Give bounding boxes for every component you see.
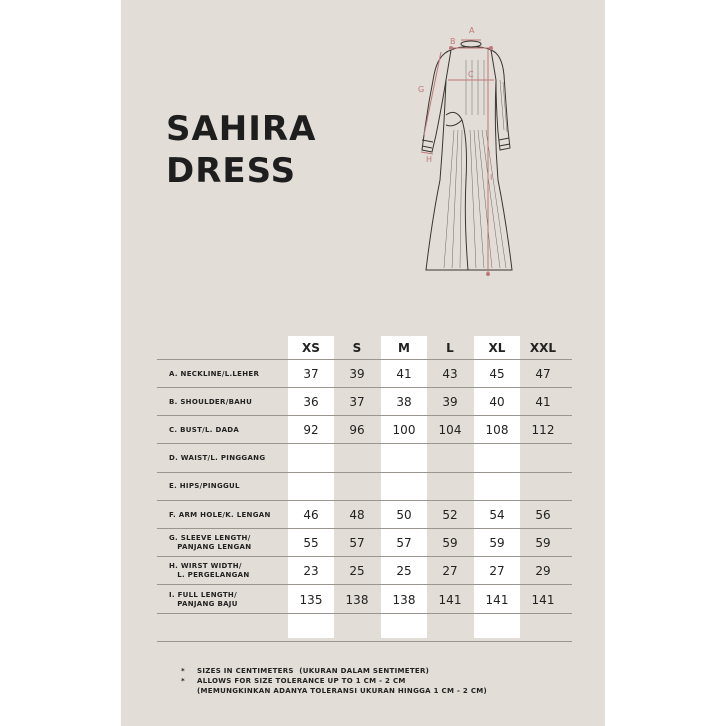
table-cell: [520, 614, 566, 642]
size-header-xxl: XXL: [529, 341, 557, 355]
table-cell: 59: [489, 536, 505, 551]
dress-diagram: [406, 20, 536, 282]
size-header-xl: XL: [488, 341, 506, 355]
table-cell: 138: [345, 592, 369, 607]
row-label: C. BUST/L. DADA: [169, 425, 240, 434]
table-cell: [288, 473, 334, 501]
row-label: F. ARM HOLE/K. LENGAN: [169, 510, 271, 519]
table-cell: 59: [442, 536, 458, 551]
table-cell: 27: [489, 564, 505, 579]
table-row: [157, 614, 572, 642]
table-cell: 56: [535, 508, 551, 522]
size-header-m: M: [398, 341, 410, 355]
table-cell: [288, 614, 334, 642]
note-item: * ALLOWS FOR SIZE TOLERANCE UP TO 1 CM - 2 CM: [181, 677, 406, 685]
table-cell: 47: [535, 367, 551, 381]
size-header-l: L: [446, 341, 454, 355]
table-cell: 57: [349, 536, 365, 551]
row-label: I. FULL LENGTH/ PANJANG BAJU: [169, 590, 238, 608]
table-cell: 141: [531, 592, 555, 607]
table-cell: [381, 473, 427, 501]
table-row: [157, 529, 572, 557]
row-label: G. SLEEVE LENGTH/ PANJANG LENGAN: [169, 534, 252, 552]
table-row: [157, 388, 572, 416]
table-cell: 38: [396, 395, 412, 410]
table-cell: 92: [303, 423, 319, 438]
table-cell: [334, 473, 380, 501]
table-cell: [474, 614, 520, 642]
table-cell: 141: [485, 592, 509, 607]
table-cell: 57: [396, 536, 412, 551]
table-cell: 23: [303, 564, 319, 579]
table-cell: 48: [349, 508, 365, 522]
note-text: ALLOWS FOR SIZE TOLERANCE UP TO 1 CM - 2 CM: [197, 677, 406, 685]
table-cell: 25: [396, 564, 412, 579]
marker-h: H: [426, 155, 433, 164]
table-row: [157, 557, 572, 585]
table-cell: 29: [535, 564, 551, 579]
table-cell: [334, 614, 380, 642]
table-cell: 138: [392, 592, 416, 607]
table-cell: [474, 473, 520, 501]
table-row: [157, 473, 572, 501]
table-row: [157, 501, 572, 529]
row-label: B. SHOULDER/BAHU: [169, 397, 253, 406]
note-text: SIZES IN CENTIMETERS (UKURAN DALAM SENTIMETER): [197, 667, 430, 675]
table-cell: 37: [349, 395, 365, 410]
marker-i: I: [490, 173, 493, 182]
table-cell: 104: [438, 423, 462, 438]
title-line-2: DRESS: [166, 151, 297, 191]
row-label: D. WAIST/L. PINGGANG: [169, 454, 266, 463]
table-cell: 39: [442, 395, 458, 410]
row-label: H. WIRST WIDTH/ L. PERGELANGAN: [169, 562, 250, 580]
table-cell: 36: [303, 395, 319, 410]
marker-a: A: [469, 26, 475, 35]
table-cell: 25: [349, 564, 365, 579]
table-cell: [427, 473, 473, 501]
table-cell: 41: [535, 395, 551, 410]
table-cell: [381, 614, 427, 642]
table-cell: 50: [396, 508, 412, 522]
table-cell: 135: [299, 592, 323, 607]
size-header-s: S: [352, 341, 362, 355]
table-cell: [381, 445, 427, 473]
table-cell: 41: [396, 367, 412, 381]
table-cell: 43: [442, 367, 458, 381]
marker-c: C: [468, 70, 474, 79]
table-cell: 108: [485, 423, 509, 438]
table-cell: 37: [303, 367, 319, 381]
table-cell: 112: [531, 423, 555, 438]
table-row: [157, 586, 572, 614]
marker-b: B: [450, 37, 456, 46]
table-cell: [520, 473, 566, 501]
size-chart-card: [121, 0, 605, 726]
title-line-1: SAHIRA: [166, 109, 317, 149]
marker-g: G: [418, 85, 425, 94]
table-cell: [288, 445, 334, 473]
row-label: E. HIPS/PINGGUL: [169, 482, 240, 491]
table-cell: 141: [438, 592, 462, 607]
notes: [181, 666, 487, 696]
table-cell: 100: [392, 423, 416, 438]
table-cell: 96: [349, 423, 365, 438]
row-label: A. NECKLINE/L.LEHER: [169, 369, 260, 378]
table-cell: 27: [442, 564, 458, 579]
table-cell: [474, 445, 520, 473]
note-continuation: (MEMUNGKINKAN ADANYA TOLERANSI UKURAN HINGGA 1 CM - 2 CM): [197, 687, 488, 695]
table-cell: 45: [489, 367, 505, 381]
table-cell: 46: [303, 508, 319, 522]
size-header-xs: XS: [302, 341, 320, 355]
table-row: [157, 360, 572, 388]
table-cell: [427, 445, 473, 473]
table-cell: [427, 614, 473, 642]
table-cell: [334, 445, 380, 473]
table-cell: 59: [535, 536, 551, 551]
table-cell: 55: [303, 536, 319, 551]
table-cell: [520, 445, 566, 473]
table-cell: 52: [442, 508, 458, 522]
table-cell: 40: [489, 395, 505, 410]
note-item: * SIZES IN CENTIMETERS (UKURAN DALAM SENTIMETER): [181, 667, 430, 675]
table-cell: 54: [489, 508, 505, 522]
product-title: [166, 108, 316, 192]
table-row: [157, 416, 572, 444]
table-row: [157, 445, 572, 473]
table-cell: 39: [349, 367, 365, 381]
